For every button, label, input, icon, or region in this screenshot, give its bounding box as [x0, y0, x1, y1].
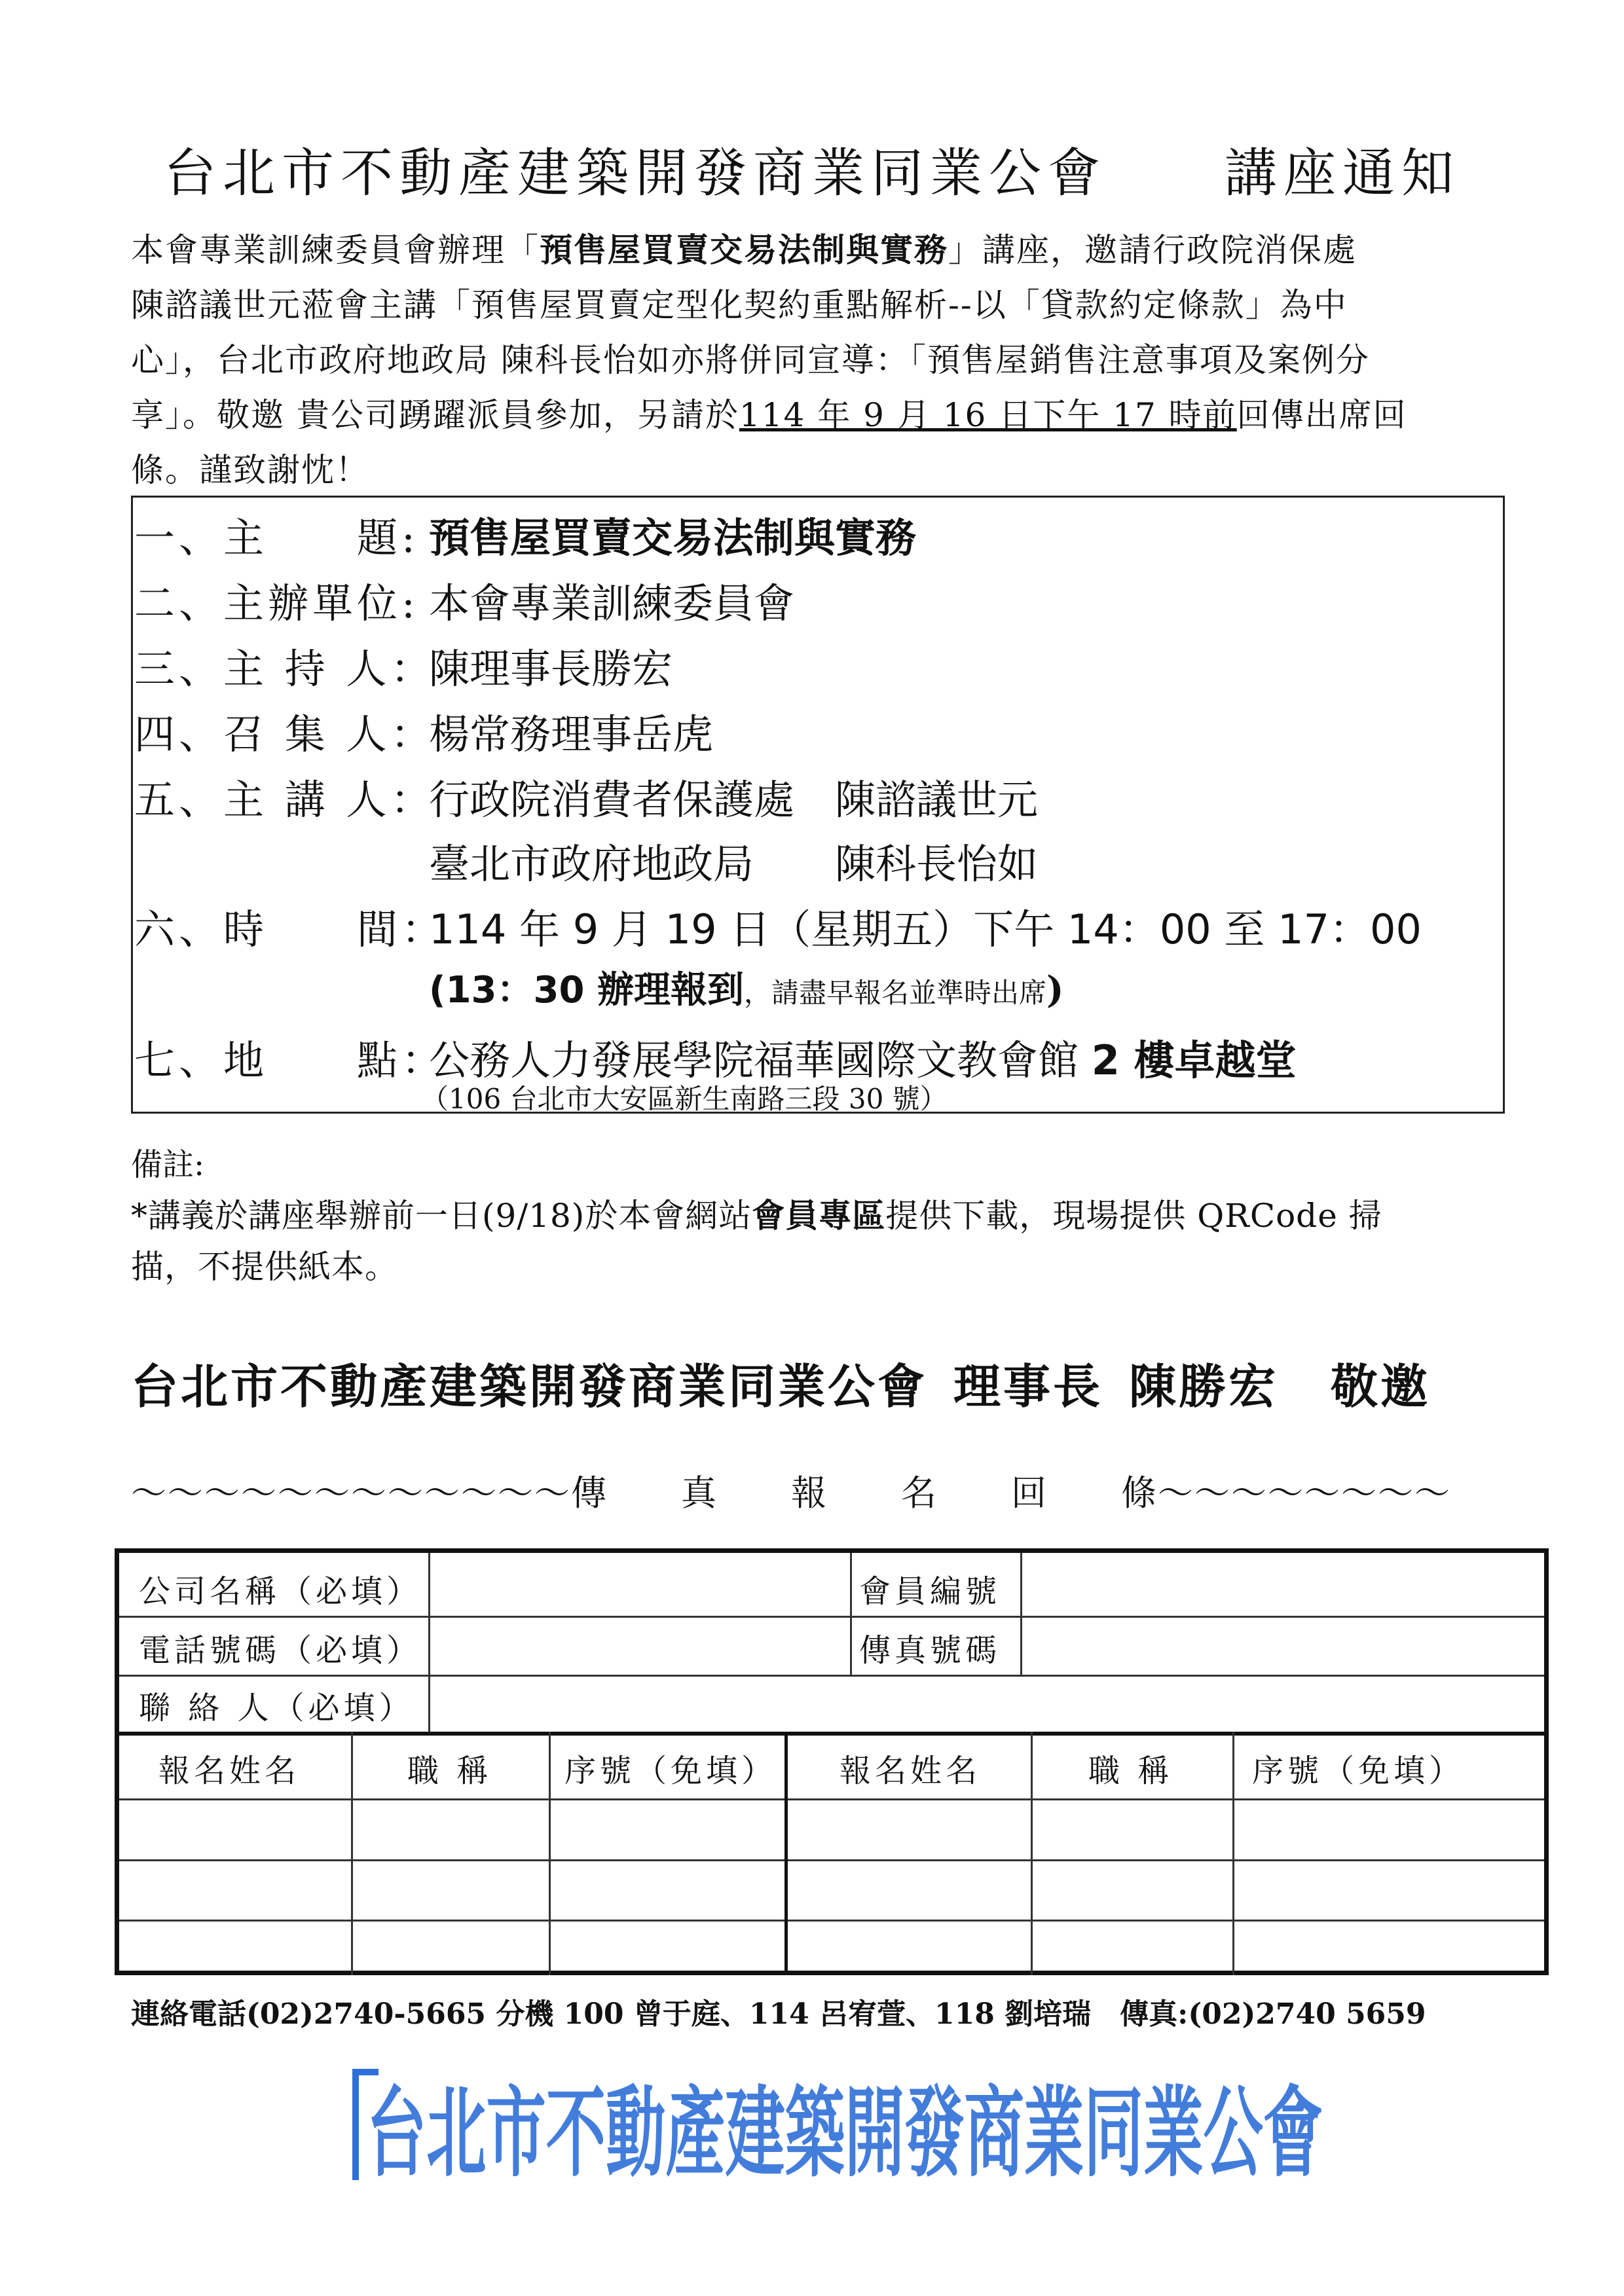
company-name-field[interactable] [431, 1553, 849, 1614]
fax-number-label: 傳真號碼 [859, 1632, 1001, 1669]
info-time-row [133, 897, 1422, 955]
page-title [0, 131, 1624, 206]
info-speaker-row-2 [133, 831, 1038, 890]
intro-line-4 [131, 388, 1506, 443]
intro-line-1 [131, 223, 1506, 278]
col-serial-right: 序號（免填） [1252, 1753, 1465, 1789]
form-line [351, 1732, 353, 1975]
intro-paragraph [131, 223, 1506, 498]
info-host-row [133, 636, 673, 695]
organizer-value: 本會專業訓練委員會 [429, 579, 795, 627]
intro-line-2: 陳諮議世元蒞會主講「預售屋買賣定型化契約重點解析--以「貸款約定條款」為中 [131, 286, 1348, 324]
notes-text: *講義於講座舉辦前一日(9/18)於本會網站 [131, 1197, 752, 1235]
attendee-title-field[interactable] [1033, 1800, 1231, 1858]
topic-value: 預售屋買賣交易法制與實務 [429, 514, 917, 562]
convener-value: 楊常務理事岳虎 [429, 710, 714, 758]
info-organizer-row [133, 571, 794, 629]
invite-role: 理事長 [953, 1358, 1103, 1414]
attendee-name-field[interactable] [119, 1800, 350, 1858]
fax-registration-form [115, 1548, 1549, 1975]
form-line [1232, 1732, 1234, 1975]
event-info-box [131, 496, 1505, 1114]
stamp-bracket [352, 2069, 359, 2180]
company-name-label: 公司名稱（必填） [139, 1573, 422, 1610]
speaker-label: 五、主 講 人： [134, 776, 435, 824]
col-serial-left: 序號（免填） [564, 1753, 777, 1789]
member-number-field[interactable] [1023, 1553, 1544, 1614]
host-label: 三、主 持 人： [134, 645, 435, 693]
fax-reply-divider: ～～～～～～～～～～～～傳 真 報 名 回 條～～～～～～～～ [131, 1472, 1451, 1514]
col-name-right: 報名姓名 [840, 1753, 982, 1789]
organizer-label: 二、主辦單位: [134, 579, 419, 627]
form-line [549, 1732, 551, 1975]
stamp-text: 台北市不動產建築開發商業同業公會 [367, 2077, 1323, 2191]
attendee-name-field[interactable] [787, 1800, 1029, 1858]
speaker-1-value: 行政院消費者保護處 陳諮議世元 [429, 776, 1039, 824]
contact-person-field[interactable] [431, 1676, 1544, 1731]
notes-member-area: 會員專區 [752, 1196, 886, 1235]
title-org: 台北市不動產建築開發商業同業公會 [164, 143, 1107, 204]
checkin-time: (13：30 辦理報到 [429, 969, 744, 1011]
phone-label: 電話號碼（必填） [139, 1632, 422, 1669]
place-address: （106 台北市大安區新生南路三段 30 號） [421, 1083, 948, 1115]
attendee-title-field[interactable] [1033, 1861, 1231, 1918]
attendee-name-field[interactable] [119, 1922, 350, 1974]
intro-line-3: 心」，台北市政府地政局 陳科長怡如亦將併同宣導：「預售屋銷售注意事項及案例分 [131, 341, 1370, 379]
checkin-reminder: ，請盡早報名並準時出席 [743, 977, 1046, 1009]
notes-body [131, 1190, 1506, 1292]
intro-topic-bold: 預售屋買賣交易法制與實務 [540, 231, 948, 269]
intro-deadline: 114 年 9 月 16 日下午 17 時前 [739, 396, 1237, 434]
stamp-bracket [352, 2069, 378, 2075]
info-speaker-row [133, 767, 1038, 826]
contact-person-label: 聯 絡 人（必填） [139, 1690, 415, 1726]
intro-text: 」講座，邀請行政院消保處 [948, 231, 1357, 269]
member-number-label: 會員編號 [859, 1573, 1001, 1610]
info-convener-row [133, 702, 713, 760]
phone-field[interactable] [431, 1617, 849, 1673]
invite-closing: 敬邀 [1331, 1358, 1431, 1414]
form-line [428, 1553, 430, 1732]
attendee-name-field[interactable] [787, 1922, 1029, 1974]
contact-info: 連絡電話(02)2740-5665 分機 100 曾于庭、114 呂宥萱、118 劉培瑞 傳真:(02)2740 5659 [131, 1997, 1426, 2031]
attendee-title-field[interactable] [354, 1922, 547, 1974]
attendee-name-field[interactable] [787, 1861, 1029, 1918]
topic-label: 一、主 題: [134, 514, 419, 562]
notes-heading: 備註: [131, 1146, 205, 1183]
col-title-right: 職 稱 [1088, 1753, 1173, 1789]
time-value: 114 年 9 月 19 日（星期五）下午 14：00 至 17：00 [429, 905, 1422, 953]
form-line [850, 1553, 852, 1675]
checkin-close: ) [1046, 968, 1064, 1011]
notes-line-2: 描，不提供紙本。 [131, 1248, 398, 1286]
place-value: 公務人力發展學院福華國際文教會館 [429, 1036, 1092, 1084]
invite-org: 台北市不動產建築開發商業同業公會 [131, 1358, 928, 1414]
place-label: 七、地 點： [134, 1036, 447, 1084]
attendee-title-field[interactable] [1033, 1922, 1231, 1974]
form-line [1020, 1553, 1022, 1675]
attendee-name-field[interactable] [119, 1861, 350, 1918]
notes-text: 提供下載，現場提供 QRCode 掃 [885, 1197, 1382, 1235]
association-seal-stamp [347, 2056, 1329, 2213]
form-line [1031, 1732, 1033, 1975]
place-room: 2 樓卓越堂 [1091, 1036, 1297, 1084]
convener-label: 四、召 集 人： [134, 710, 435, 758]
form-line [119, 1732, 1544, 1736]
title-doc-type: 講座通知 [1225, 143, 1460, 204]
attendee-title-field[interactable] [354, 1861, 547, 1918]
col-name-left: 報名姓名 [158, 1753, 301, 1789]
info-topic-row [133, 505, 916, 564]
invite-name: 陳勝宏 [1129, 1358, 1279, 1414]
intro-text: 享」。敬邀 貴公司踴躍派員參加，另請於 [131, 396, 739, 434]
col-title-left: 職 稱 [407, 1753, 492, 1789]
host-value: 陳理事長勝宏 [429, 645, 673, 693]
intro-text: 本會專業訓練委員會辦理「 [131, 231, 540, 269]
fax-number-field[interactable] [1023, 1617, 1544, 1673]
invitation-signature [131, 1349, 1430, 1417]
intro-line-5: 條。謹致謝忱！ [131, 451, 369, 489]
notes-line-1 [131, 1190, 1506, 1241]
speaker-2-value: 臺北市政府地政局 陳科長怡如 [429, 840, 1039, 888]
time-label: 六、時 間： [134, 905, 447, 953]
checkin-note [429, 961, 1063, 1013]
attendee-title-field[interactable] [354, 1800, 547, 1858]
intro-text: 回傳出席回 [1236, 396, 1407, 434]
